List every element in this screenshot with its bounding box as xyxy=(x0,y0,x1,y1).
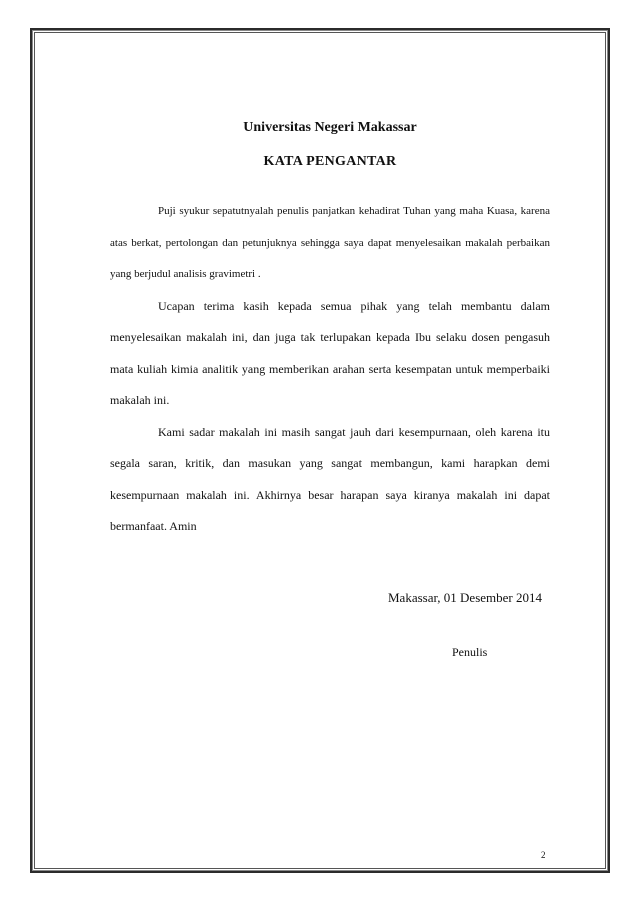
author-label: Penulis xyxy=(452,645,488,659)
page-number: 2 xyxy=(541,850,546,860)
document-content xyxy=(110,118,550,543)
place-date: Makassar, 01 Desember 2014 xyxy=(388,590,542,605)
paragraph-2: Ucapan terima kasih kepada semua pihak yang telah membantu dalam menyelesaikan makalah ini, dan juga tak terlupakan kepada Ibu selaku dosen pengasuh mata kuliah kimia analitik yang memberikan arahan serta kesempatan untuk memperbaiki makalah ini. xyxy=(110,298,550,407)
paragraph-1: Puji syukur sepatutnyalah penulis panjatkan kehadirat Tuhan yang maha Kuasa, karena atas berkat, pertolongan dan petunjuknya sehingga saya dapat menyelesaikan makalah perbaikan yang berjudul analisis gravimetri . xyxy=(110,205,550,280)
document-body xyxy=(110,196,550,543)
paragraph-3: Kami sadar makalah ini masih sangat jauh dari kesempurnaan, oleh karena itu segala saran, kritik, dan masukan yang sangat membangun, kami harapkan demi kesempurnaan makalah ini. Akhirnya besar harapan saya kiranya makalah ini dapat bermanfaat. Amin xyxy=(110,424,550,533)
university-title: Universitas Negeri Makassar xyxy=(243,120,417,135)
page-heading: KATA PENGANTAR xyxy=(263,154,397,169)
